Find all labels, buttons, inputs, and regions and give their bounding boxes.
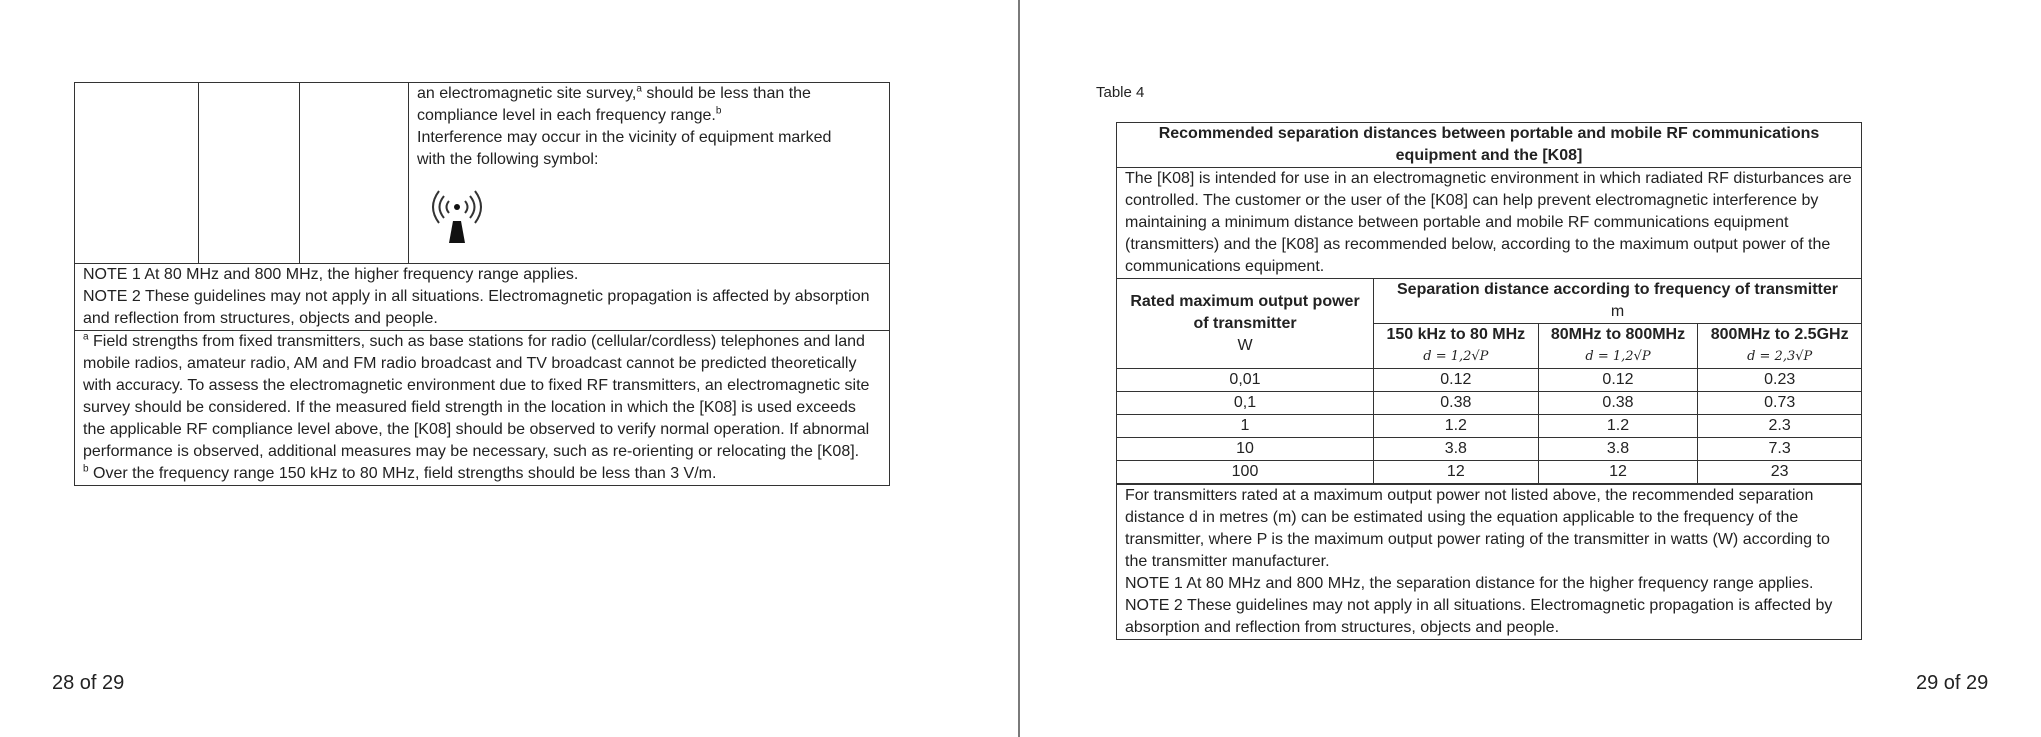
band-label: 80MHz to 800MHz: [1550, 326, 1686, 343]
distance-cell: 0.38: [1374, 392, 1539, 415]
distance-cell: 0.23: [1698, 369, 1861, 392]
footnotes-block: [75, 331, 889, 485]
distance-cell: 0.38: [1538, 392, 1698, 415]
table-footer: [1117, 484, 1861, 639]
band-label: 800MHz to 2.5GHz: [1710, 326, 1849, 343]
table-row: [1117, 438, 1861, 461]
separation-distance-table: [1116, 122, 1862, 640]
distance-cell: 0.12: [1538, 369, 1698, 392]
table-cell-empty: [75, 83, 199, 263]
page-29: [1020, 0, 2041, 737]
separation-unit: m: [1610, 303, 1625, 320]
page-number: 28 of 29: [52, 672, 125, 694]
distance-cell: 0.73: [1698, 392, 1861, 415]
power-unit: W: [1237, 336, 1253, 354]
power-header: [1117, 279, 1374, 369]
power-cell: 1: [1117, 415, 1374, 438]
separation-header: [1374, 279, 1862, 324]
table-row: [1117, 461, 1861, 484]
table-row: [1117, 415, 1861, 438]
band-formula: d = 1,2√P: [1585, 349, 1651, 364]
band-header: [1374, 324, 1539, 369]
emc-table-continued: [74, 82, 890, 486]
page-28: [0, 0, 1018, 737]
band-header: [1698, 324, 1861, 369]
distance-cell: 23: [1698, 461, 1861, 484]
distance-cell: 3.8: [1538, 438, 1698, 461]
table-cell-empty: [300, 83, 409, 263]
compliance-cell: [409, 83, 889, 263]
table-cell-empty: [199, 83, 300, 263]
table-row: [75, 83, 889, 264]
distance-cell: 12: [1538, 461, 1698, 484]
distance-cell: 1.2: [1538, 415, 1698, 438]
compliance-line-3: Interference may occur in the vicinity of equipment marked: [417, 129, 832, 146]
footnote-a: $^a$ Field strengths from fixed transmitters, such as base stations for radio (cellular/cordless) telephones and land mobile radios, amateur radio, AM and FM radio broadcast and TV broadcast cannot be predicted theoretically with accuracy. To assess the electromagnetic environment due to fixed RF transmitters, an electromagnetic site survey should be considered. If the measured field strength in the location in which the [K08] is used exceeds the applicable RF compliance level above, the [K08] should be observed to verify normal operation. If abnormal performance is observed, additional measures may be necessary, such as re-orienting or relocating the [K08].: [83, 331, 870, 460]
compliance-line-1: an electromagnetic site survey,$^a$ should be less than the: [417, 83, 811, 102]
distance-cell: 12: [1374, 461, 1539, 484]
distance-cell: 0.12: [1374, 369, 1539, 392]
page-number: 29 of 29: [1916, 672, 1989, 694]
non-ionizing-radiation-icon: [417, 181, 497, 245]
power-header-label: Rated maximum output power of transmitter: [1130, 292, 1360, 332]
band-header: [1538, 324, 1698, 369]
compliance-line-2: compliance level in each frequency range.$^b$: [417, 105, 722, 124]
compliance-line-4: with the following symbol:: [417, 151, 599, 168]
footnote-b: $^b$ Over the frequency range 150 kHz to 80 MHz, field strengths should be less than 3 V/m.: [83, 463, 717, 482]
notes-block: [75, 264, 889, 331]
distance-cell: 2.3: [1698, 415, 1861, 438]
power-cell: 100: [1117, 461, 1374, 484]
power-cell: 0,01: [1117, 369, 1374, 392]
power-cell: 10: [1117, 438, 1374, 461]
distance-grid: [1117, 279, 1861, 484]
table-label: Table 4: [1096, 84, 1145, 101]
note-2: NOTE 2 These guidelines may not apply in all situations. Electromagnetic propagation is affected by absorption and reflection from structures, objects and people.: [83, 288, 870, 327]
separation-header-label: Separation distance according to frequency of transmitter: [1397, 281, 1838, 298]
table-intro: The [K08] is intended for use in an electromagnetic environment in which radiated RF disturbances are controlled. The customer or the user of the [K08] can help prevent electromagnetic interference by maintaining a minimum distance between portable and mobile RF communications equipment (transmitters) and the [K08] as recommended below, according to the maximum output power of the communications equipment.: [1117, 168, 1861, 279]
table-row: [1117, 392, 1861, 415]
band-label: 150 kHz to 80 MHz: [1386, 326, 1526, 343]
distance-cell: 3.8: [1374, 438, 1539, 461]
band-formula: d = 1,2√P: [1423, 349, 1489, 364]
table-row: [1117, 369, 1861, 392]
footer-paragraph: For transmitters rated at a maximum output power not listed above, the recommended separation distance d in metres (m) can be estimated using the equation applicable to the frequency of the transmitter, where P is the maximum output power rating of the transmitter in watts (W) according to the transmitter manufacturer.: [1125, 487, 1830, 570]
distance-cell: 7.3: [1698, 438, 1861, 461]
footer-note-2: NOTE 2 These guidelines may not apply in all situations. Electromagnetic propagation is affected by absorption and reflection from structures, objects and people.: [1125, 597, 1833, 636]
note-1: NOTE 1 At 80 MHz and 800 MHz, the higher frequency range applies.: [83, 266, 579, 283]
distance-cell: 1.2: [1374, 415, 1539, 438]
band-formula: d = 2,3√P: [1747, 349, 1813, 364]
footer-note-1: NOTE 1 At 80 MHz and 800 MHz, the separation distance for the higher frequency range applies.: [1125, 575, 1814, 592]
power-cell: 0,1: [1117, 392, 1374, 415]
table-title: Recommended separation distances between portable and mobile RF communications equipment and the [K08]: [1117, 123, 1861, 168]
